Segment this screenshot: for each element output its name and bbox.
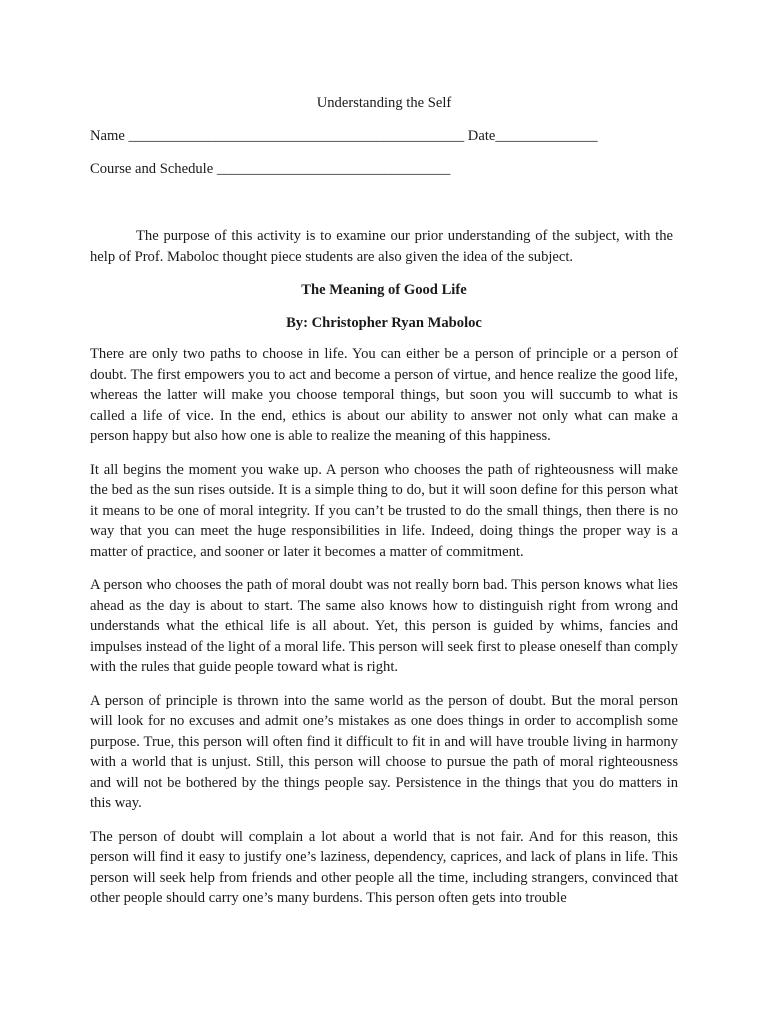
essay-author: By: Christopher Ryan Maboloc — [286, 315, 482, 331]
essay-paragraph: The person of doubt will complain a lot about a world that is not fair. And for this reason, this person will find it easy to justify one’s laziness, dependency, caprices, and lack of plans in life. This person will seek help from friends and other people all the time, including strangers, convinced that other people should carry one’s many burdens. This person often gets into trouble — [90, 828, 678, 906]
intro-paragraph: The purpose of this activity is to examine our prior understanding of the subject, with the help of Prof. Maboloc thought piece students are also given the idea of the subject. — [90, 228, 673, 265]
essay-paragraph: There are only two paths to choose in life. You can either be a person of principle or a person of doubt. The first empowers you to act and become a person of virtue, and hence realize the good life, whereas the latter will make you choose temporal things, but soon you will succumb to what is called a life of vice. In the end, ethics is about our ability to answer not only what can make a person happy but also how one is able to realize the meaning of this happiness. — [90, 346, 678, 444]
name-date-line: Name ______________________________________________ Date______________ — [90, 128, 598, 144]
course-schedule-line: Course and Schedule ________________________________ — [90, 161, 451, 177]
essay-title: The Meaning of Good Life — [301, 282, 467, 298]
essay-paragraph: A person of principle is thrown into the same world as the person of doubt. But the moral person will look for no excuses and admit one’s mistakes as one does things in order to accomplish some purpose. True, this person will often find it difficult to fit in and will have trouble living in harmony with a world that is unjust. Still, this person will choose to pursue the path of moral righteousness and will not be bothered by the things people say. Persistence in the things that you do matters in this way. — [90, 692, 678, 811]
essay-paragraph: A person who chooses the path of moral doubt was not really born bad. This person knows what lies ahead as the day is about to start. The same also knows how to distinguish right from wrong and understands what the ethical life is all about. Yet, this person is guided by whims, fancies and impulses instead of the light of a moral life. This person will seek first to please oneself than comply with the rules that guide people toward what is right. — [90, 577, 678, 675]
essay-body — [90, 344, 678, 922]
essay-paragraph: It all begins the moment you wake up. A person who chooses the path of righteousness will make the bed as the sun rises outside. It is a simple thing to do, but it will soon define for this person what it means to be one of moral integrity. If you can’t be trusted to do the small things, then there is no way that you can meet the huge responsibilities in life. Indeed, doing things the proper way is a matter of practice, and sooner or later it becomes a matter of commitment. — [90, 461, 678, 560]
document-title: Understanding the Self — [316, 95, 452, 111]
